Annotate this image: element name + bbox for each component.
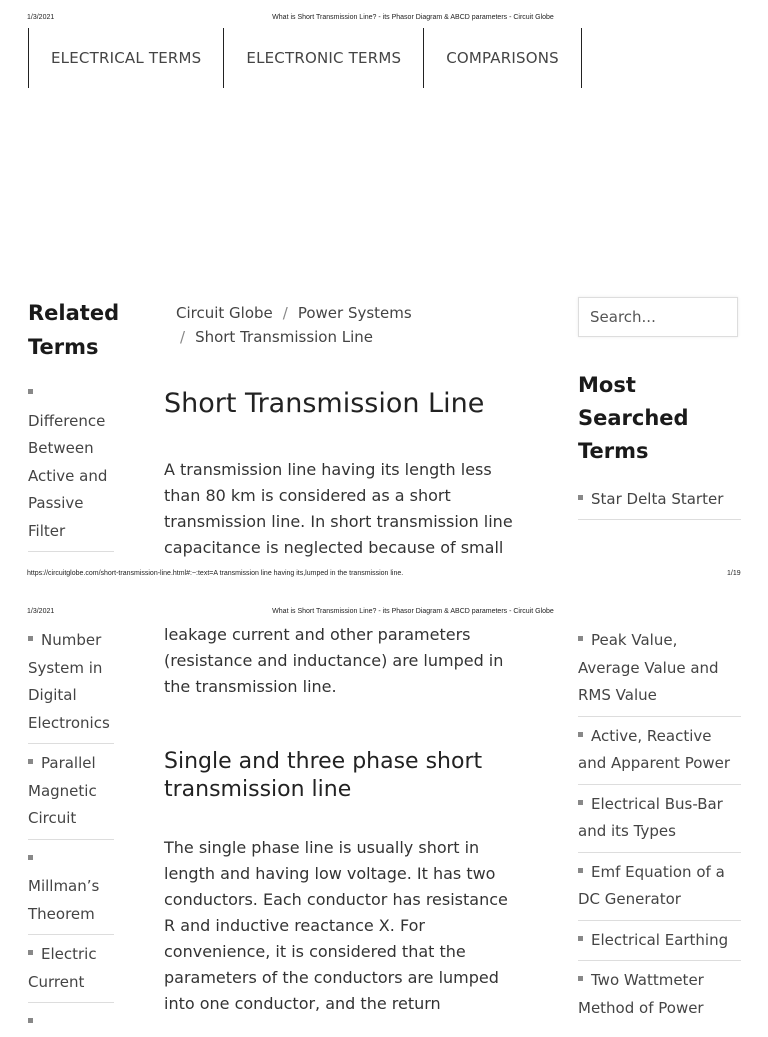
- bullet-icon: [28, 855, 33, 860]
- bullet-icon: [578, 732, 583, 737]
- print-url: https://circuitglobe.com/short-transmission-line.html#:~:text=A transmission line having its,lumped in the transmission line.: [27, 570, 404, 577]
- breadcrumb-section[interactable]: Power Systems: [297, 304, 412, 322]
- most-searched-item-bus-bar[interactable]: Electrical Bus-Bar and its Types: [578, 785, 741, 853]
- bullet-icon: [578, 868, 583, 873]
- most-searched-item-emf-equation[interactable]: Emf Equation of a DC Generator: [578, 853, 741, 921]
- breadcrumb: Circuit Globe / Power Systems / Short Transmission Line: [176, 304, 412, 346]
- bullet-icon: [578, 636, 583, 641]
- section-paragraph: The single phase line is usually short in length and having low voltage. It has two conductors. Each conductor has resistance R and inductive reactance X. For convenience, it is considered that the parameters of the conductors are lumped into one conductor, and the return: [164, 838, 508, 1013]
- related-item-parallel-magnetic-circuit[interactable]: Parallel Magnetic Circuit: [28, 744, 114, 840]
- main-nav: [28, 28, 582, 88]
- related-item-next[interactable]: [28, 1003, 114, 1037]
- search-input[interactable]: Search...: [578, 297, 738, 337]
- breadcrumb-home[interactable]: Circuit Globe: [176, 304, 273, 322]
- print-doc-title: What is Short Transmission Line? - its Phasor Diagram & ABCD parameters - Circuit Globe: [272, 14, 554, 21]
- bullet-icon: [578, 936, 583, 941]
- bullet-icon: [578, 495, 583, 500]
- related-item-number-system[interactable]: Number System in Digital Electronics: [28, 627, 114, 744]
- section-heading: Single and three phase short transmission line: [164, 749, 483, 802]
- related-item-active-passive-filter[interactable]: Difference Between Active and Passive Filter: [28, 380, 114, 552]
- bullet-icon: [578, 800, 583, 805]
- nav-electronic-terms[interactable]: ELECTRONIC TERMS: [223, 28, 423, 88]
- intro-paragraph-part2: leakage current and other parameters (resistance and inductance) are lumped in the transmission line.: [164, 625, 504, 696]
- bullet-icon: [28, 636, 33, 641]
- bullet-icon: [578, 976, 583, 981]
- print-page-number: 1/19: [727, 570, 741, 577]
- nav-comparisons[interactable]: COMPARISONS: [423, 28, 582, 88]
- breadcrumb-current: Short Transmission Line: [195, 328, 374, 346]
- bullet-icon: [28, 1018, 33, 1023]
- most-searched-list-page2: [578, 627, 741, 1022]
- related-terms-heading: Related Terms: [28, 301, 120, 359]
- most-searched-item-star-delta[interactable]: Star Delta Starter: [578, 486, 741, 520]
- most-searched-item-active-reactive-power[interactable]: Active, Reactive and Apparent Power: [578, 717, 741, 785]
- related-item-electric-current[interactable]: Electric Current: [28, 935, 114, 1003]
- intro-paragraph-part1: A transmission line having its length less than 80 km is considered as a short transmission line. In short transmission line capacitance is neglected because of small: [164, 460, 513, 557]
- most-searched-heading: Most Searched Terms: [578, 373, 689, 463]
- bullet-icon: [28, 950, 33, 955]
- most-searched-item-peak-value[interactable]: Peak Value, Average Value and RMS Value: [578, 627, 741, 717]
- bullet-icon: [28, 759, 33, 764]
- nav-electrical-terms[interactable]: ELECTRICAL TERMS: [28, 28, 223, 88]
- print-date-page2: 1/3/2021: [27, 608, 55, 615]
- most-searched-item-two-wattmeter[interactable]: Two Wattmeter Method of Power: [578, 971, 704, 1017]
- print-doc-title-page2: What is Short Transmission Line? - its Phasor Diagram & ABCD parameters - Circuit Globe: [272, 608, 554, 615]
- page-title: Short Transmission Line: [164, 388, 485, 419]
- most-searched-item-earthing[interactable]: Electrical Earthing: [578, 921, 741, 962]
- bullet-icon: [28, 389, 33, 394]
- related-item-millmans-theorem[interactable]: Millman’s Theorem: [28, 840, 114, 936]
- print-date: 1/3/2021: [27, 14, 55, 21]
- related-terms-list-page2: [28, 627, 114, 1037]
